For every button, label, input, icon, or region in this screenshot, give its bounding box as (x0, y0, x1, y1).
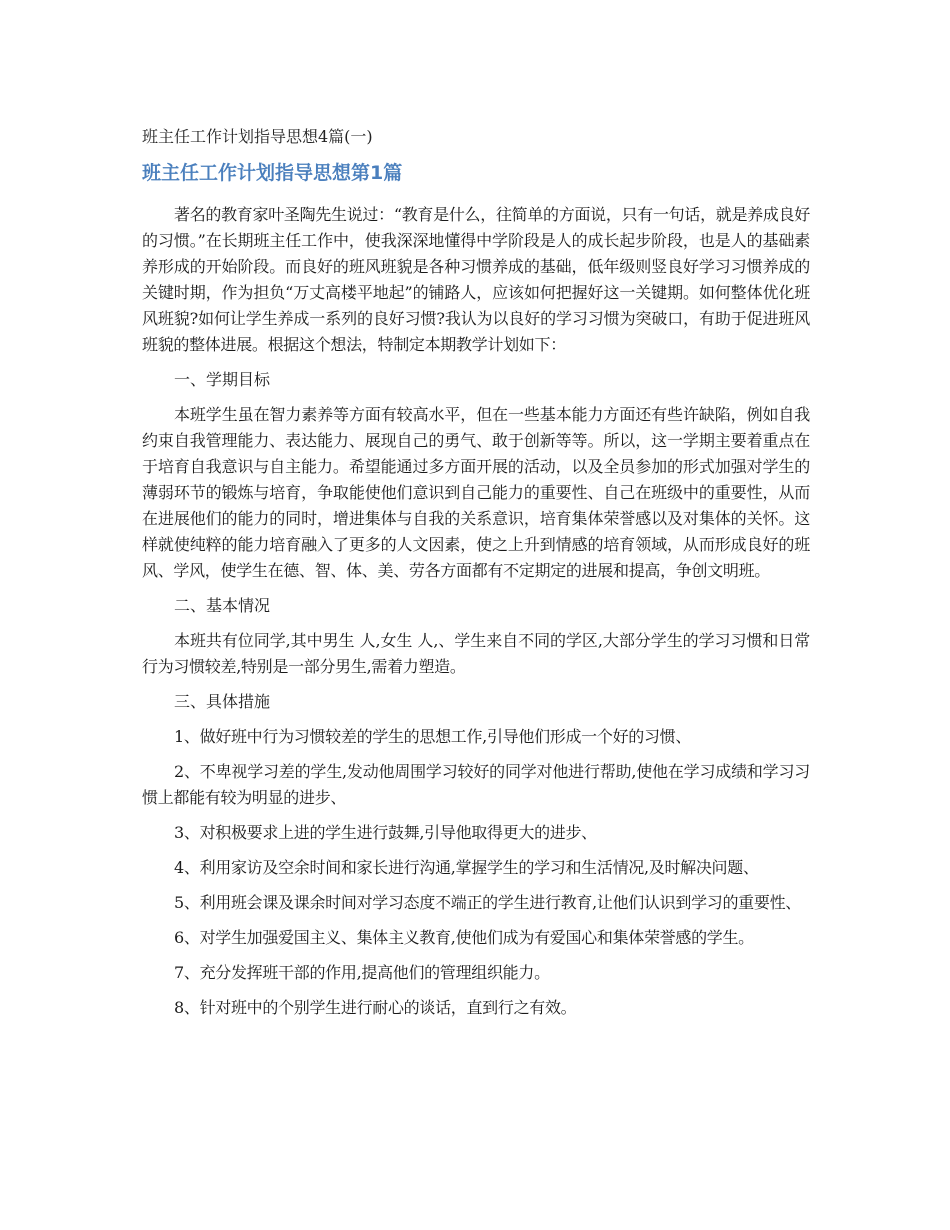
measure-item-5: 5、利用班会课及课余时间对学习态度不端正的学生进行教育,让他们认识到学习的重要性、 (174, 893, 801, 912)
measure-item-7: 7、充分发挥班干部的作用,提高他们的管理组织能力。 (174, 963, 550, 982)
measure-item-8: 8、针对班中的个别学生进行耐心的谈话，直到行之有效。 (174, 998, 577, 1017)
section-heading-situation: 二、基本情况 (174, 596, 271, 615)
measure-item-6: 6、对学生加强爱国主义、集体主义教育,使他们成为有爱国心和集体荣誉感的学生。 (174, 928, 754, 947)
situation-paragraph: 本班共有位同学,其中男生 人,女生 人,、学生来自不同的学区,大部分学生的学习习惯和日常行为习惯较差,特别是一部分男生,需着力塑造。 (142, 631, 810, 676)
section-heading-goals: 一、学期目标 (174, 370, 271, 389)
measure-item-2: 2、不卑视学习差的学生,发动他周围学习较好的同学对他进行帮助,使他在学习成绩和学习习惯上都能有较为明显的进步、 (142, 762, 810, 807)
section-heading-measures: 三、具体措施 (174, 692, 271, 711)
goals-paragraph: 本班学生虽在智力素养等方面有较高水平，但在一些基本能力方面还有些许缺陷，例如自我约束自我管理能力、表达能力、展现自己的勇气、敢于创新等等。所以，这一学期主要着重点在于培育自我意识与自主能力。希望能通过多方面开展的活动，以及全员参加的形式加强对学生的薄弱环节的锻炼与培育，争取能使他们意识到自己能力的重要性、自己在班级中的重要性，从而在进展他们的能力的同时，增进集体与自我的关系意识，培育集体荣誉感以及对集体的关怀。这样就使纯粹的能力培育融入了更多的人文因素，使之上升到情感的培育领域，从而形成良好的班风、学风，使学生在德、智、体、美、劳各方面都有不定期定的进展和提高，争创文明班。 (142, 405, 810, 580)
intro-paragraph: 著名的教育家叶圣陶先生说过：“教育是什么，往简单的方面说，只有一句话，就是养成良好的习惯。”在长期班主任工作中，使我深深地懂得中学阶段是人的成长起步阶段，也是人的基础素养形成的开始阶段。而良好的班风班貌是各种习惯养成的基础，低年级则竖良好学习习惯养成的关键时期，作为担负“万丈高楼平地起”的铺路人，应该如何把握好这一关键期。如何整体优化班风班貌?如何让学生养成一系列的良好习惯?我认为以良好的学习习惯为突破口，有助于促进班风班貌的整体进展。根据这个想法，特制定本期教学计划如下： (142, 205, 810, 354)
measure-item-3: 3、对积极要求上进的学生进行鼓舞,引导他取得更大的进步、 (174, 823, 597, 842)
document-body (142, 124, 810, 1030)
document-title: 班主任工作计划指导思想4篇(一) (142, 127, 373, 146)
measure-item-1: 1、做好班中行为习惯较差的学生的思想工作,引导他们形成一个好的习惯、 (174, 727, 692, 746)
document-heading: 班主任工作计划指导思想第1篇 (142, 162, 403, 184)
measure-item-4: 4、利用家访及空余时间和家长进行沟通,掌握学生的学习和生活情况,及时解决问题、 (174, 858, 759, 877)
